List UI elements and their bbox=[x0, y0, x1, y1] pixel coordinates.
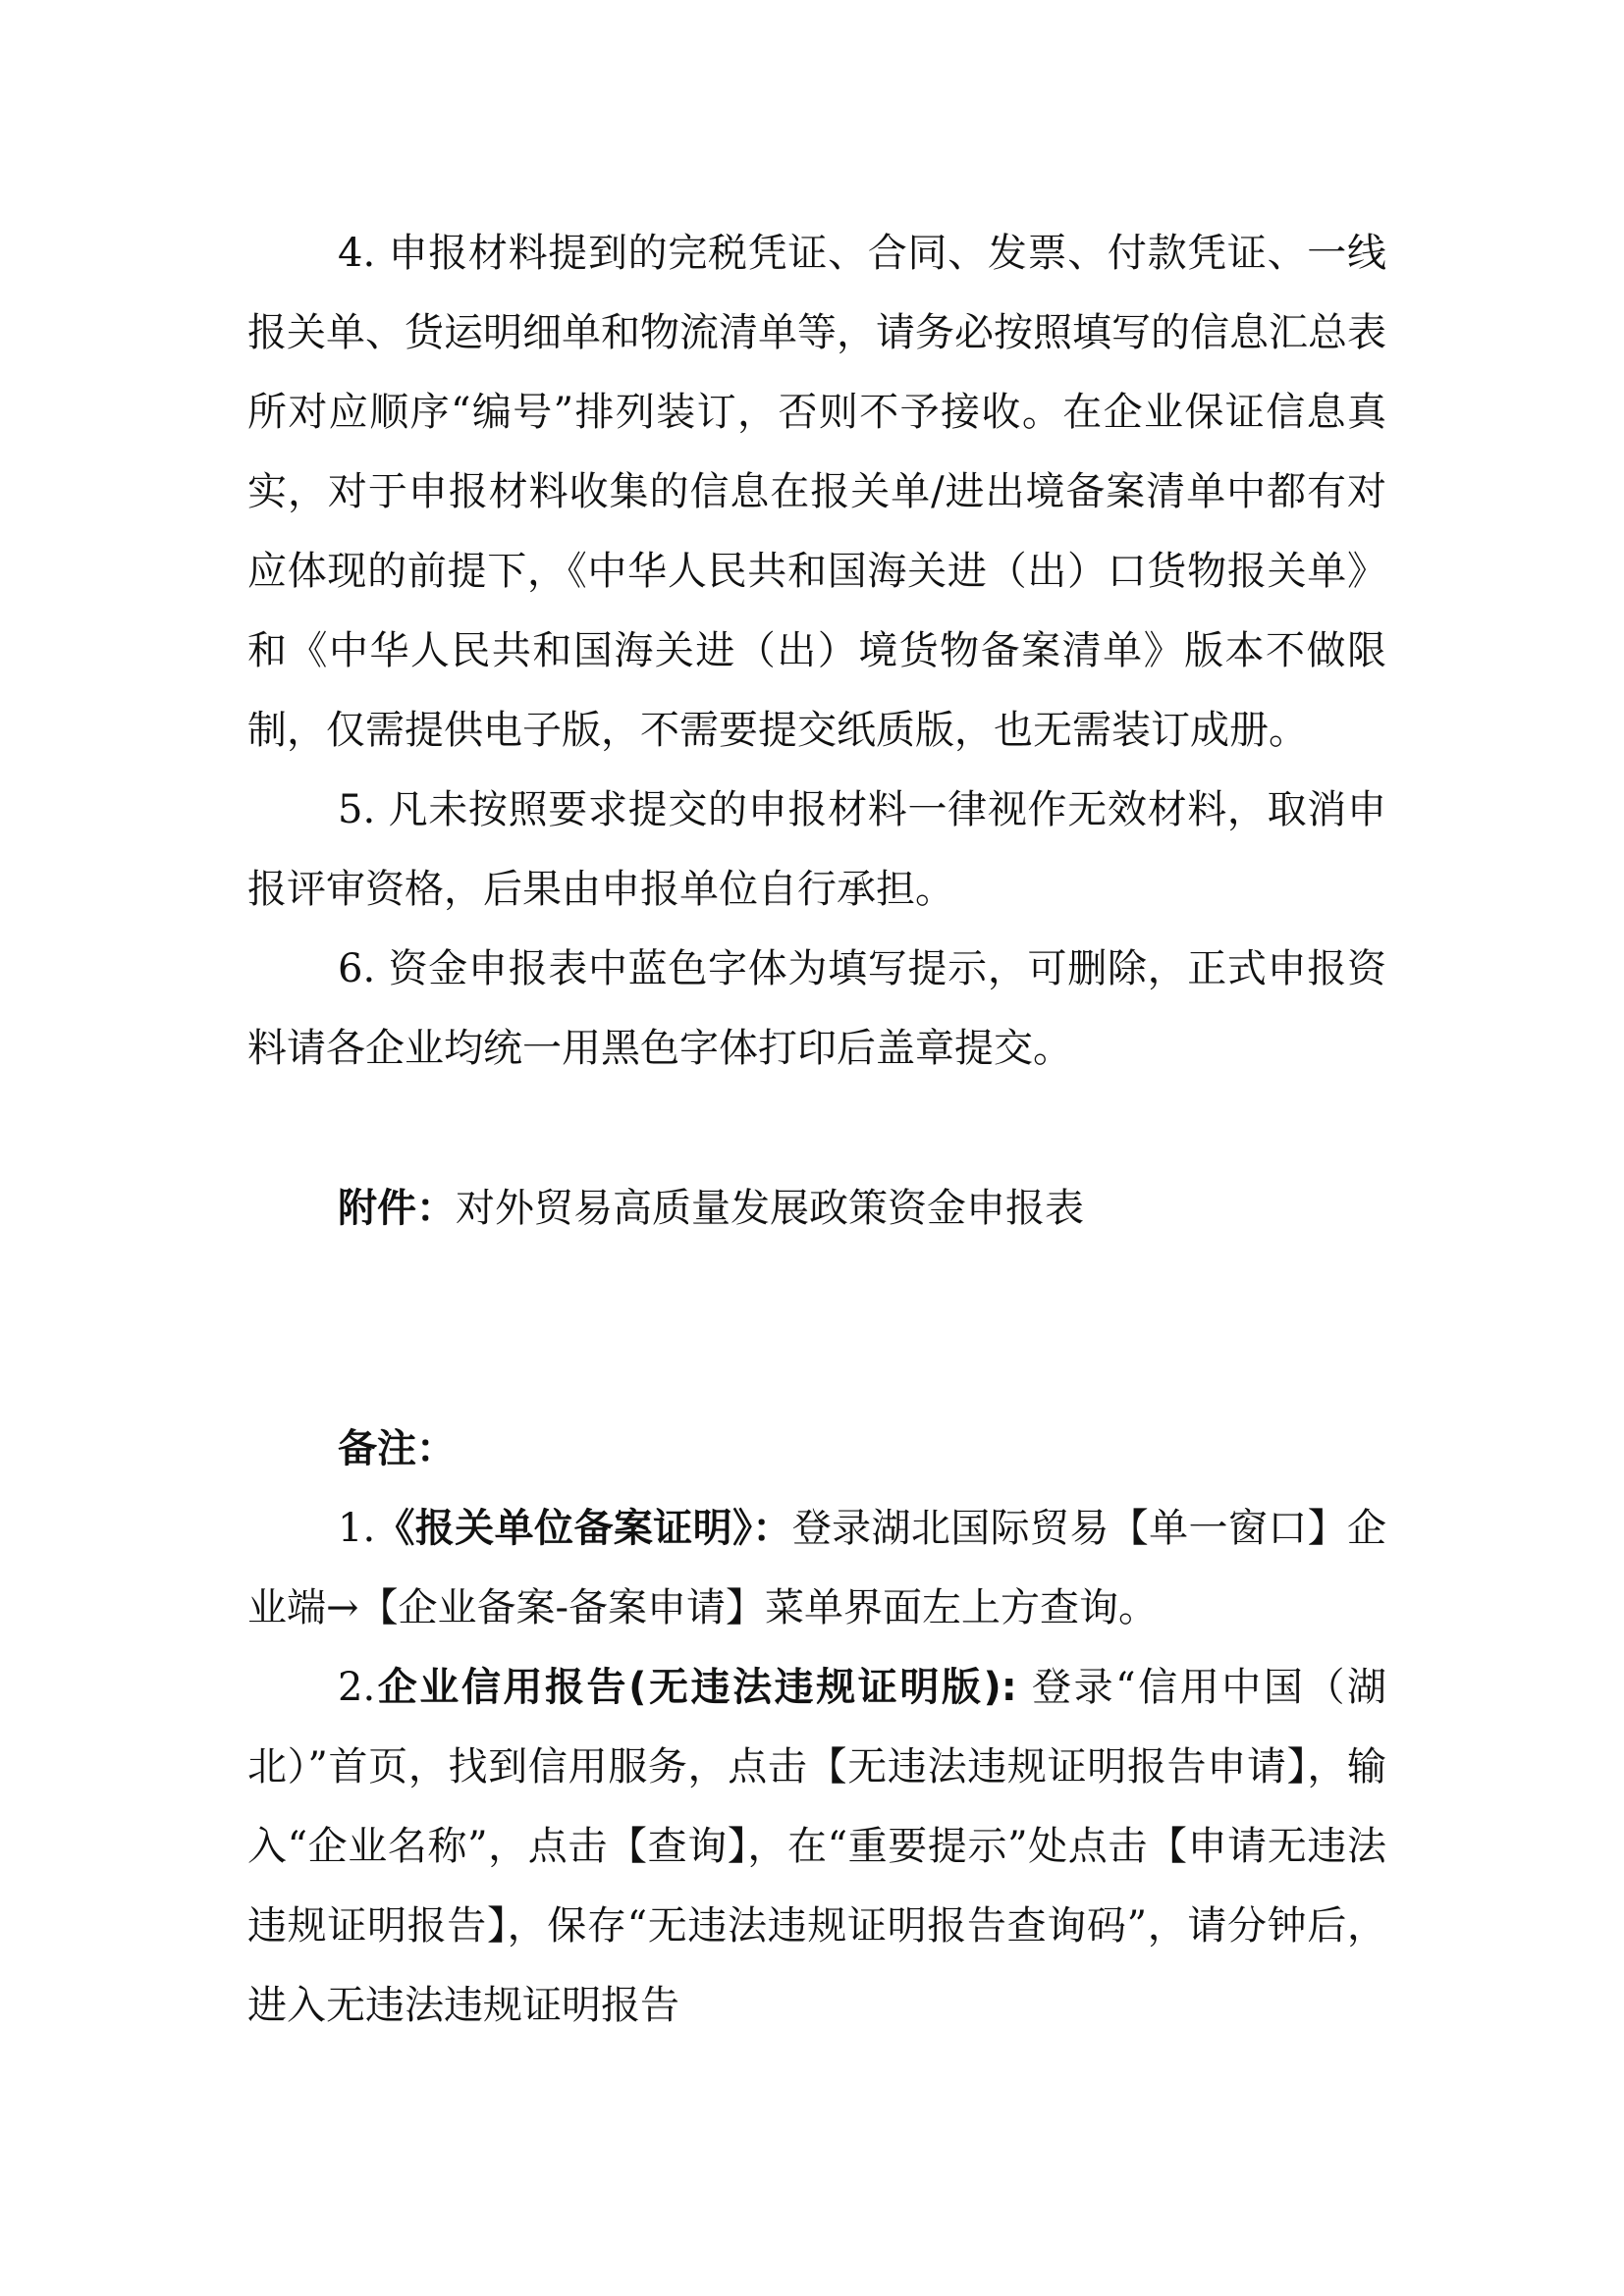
note-separator: ： bbox=[752, 1506, 792, 1551]
note-item-2 bbox=[247, 1648, 1386, 2046]
notes-heading-text: 备注： bbox=[338, 1426, 456, 1471]
note-item-1 bbox=[247, 1489, 1386, 1648]
note-number: 2. bbox=[338, 1665, 376, 1710]
note-title: 企业信用报告(无违法违规证明版) bbox=[375, 1665, 1001, 1710]
note-text: 登录湖北国际贸易【单一窗口】企业端→【企业备案-备案申请】菜单界面左上方查询。 bbox=[247, 1506, 1387, 1630]
paragraph-item-4: 4. 申报材料提到的完税凭证、合同、发票、付款凭证、一线报关单、货运明细单和物流清单等，请务必按照填写的信息汇总表所对应顺序“编号”排列装订，否则不予接收。在企业保证信息真实，对于申报材料收集的信息在报关单/进出境备案清单中都有对应体现的前提下，《中华人民共和国海关进（出）口货物报关单》和《中华人民共和国海关进（出）境货物备案清单》版本不做限制，仅需提供电子版，不需要提交纸质版，也无需装订成册。 bbox=[247, 231, 1386, 753]
paragraph-item-6: 6. 资金申报表中蓝色字体为填写提示，可删除，正式申报资料请各企业均统一用黑色字体打印后盖章提交。 bbox=[247, 946, 1386, 1071]
attachment-line bbox=[247, 1169, 1386, 1249]
attachment-title: 对外贸易高质量发展政策资金申报表 bbox=[456, 1186, 1084, 1231]
paragraph-item-5: 5. 凡未按照要求提交的申报材料一律视作无效材料，取消申报评审资格，后果由申报单位自行承担。 bbox=[247, 787, 1386, 912]
note-separator: : bbox=[1001, 1665, 1017, 1710]
note-text: 登录“信用中国（湖北）”首页，找到信用服务，点击【无违法违规证明报告申请】，输入“企业名称”，点击【查询】，在“重要提示”处点击【申请无违法违规证明报告】，保存“无违法违规证明报告查询码”，请分钟后，进入无违法违规证明报告 bbox=[247, 1665, 1387, 2028]
note-title: 《报关单位备案证明》 bbox=[375, 1506, 753, 1551]
note-number: 1. bbox=[338, 1506, 376, 1551]
document-body bbox=[247, 214, 1386, 2046]
attachment-label: 附件： bbox=[338, 1186, 456, 1231]
notes-heading bbox=[247, 1410, 1386, 1489]
